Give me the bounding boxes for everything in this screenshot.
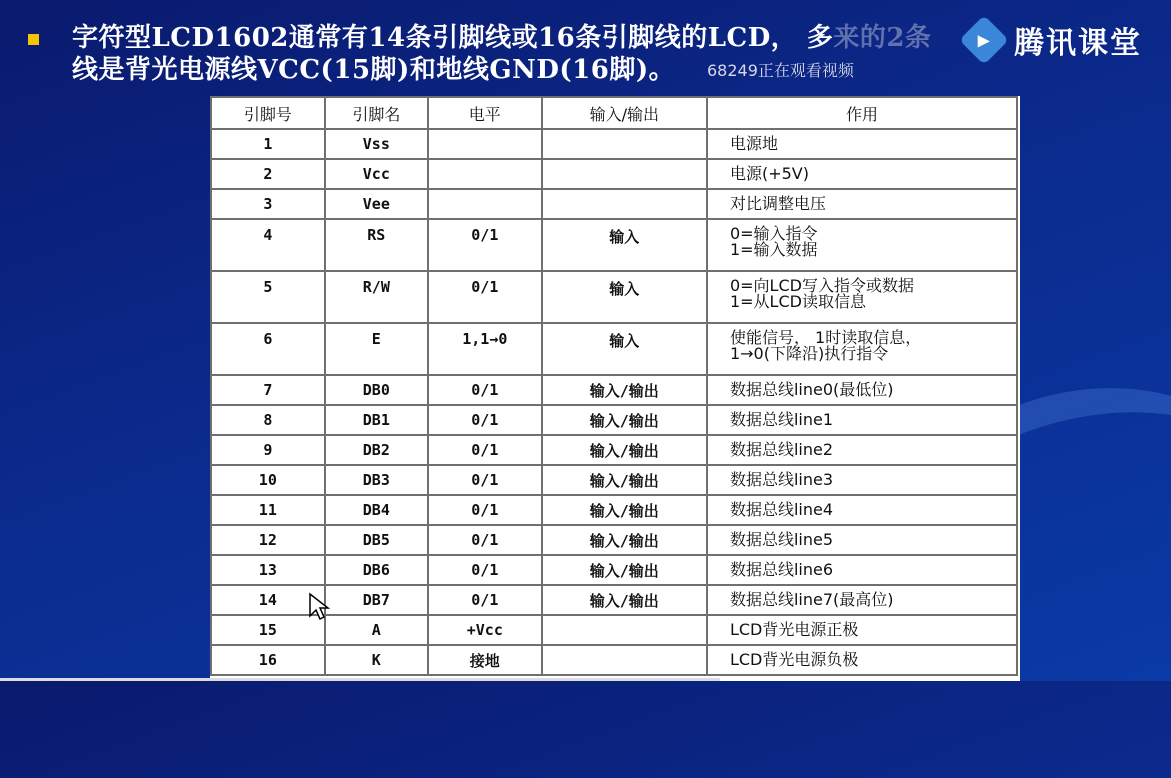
cell-io: 输入/输出 (542, 375, 707, 405)
cell-level: 0/1 (428, 585, 542, 615)
table-row (211, 129, 1017, 159)
cell-io: 输入/输出 (542, 465, 707, 495)
cell-function (707, 495, 1017, 525)
cell-io (542, 189, 707, 219)
cell-level: 接地 (428, 645, 542, 675)
table-row (211, 555, 1017, 585)
cell-level: 0/1 (428, 405, 542, 435)
cell-io (542, 129, 707, 159)
cell-level: 1,1→0 (428, 323, 542, 375)
table-row (211, 645, 1017, 675)
bullet-icon (28, 34, 39, 45)
table-row (211, 405, 1017, 435)
cell-io: 输入/输出 (542, 525, 707, 555)
cell-function (707, 585, 1017, 615)
cell-io (542, 615, 707, 645)
cell-function (707, 525, 1017, 555)
cell-function (707, 465, 1017, 495)
cell-level: 0/1 (428, 271, 542, 323)
function-line: 对比调整电压 (729, 194, 826, 213)
cell-function (707, 555, 1017, 585)
cell-io: 输入/输出 (542, 555, 707, 585)
cell-function (707, 645, 1017, 675)
cell-pin-no: 14 (211, 585, 325, 615)
cell-function (707, 615, 1017, 645)
cell-level: +Vcc (428, 615, 542, 645)
cell-pin-name: DB2 (325, 435, 428, 465)
cell-level: 0/1 (428, 525, 542, 555)
table-row (211, 525, 1017, 555)
function-line: 数据总线line6 (729, 560, 834, 579)
cell-pin-no: 12 (211, 525, 325, 555)
cell-level: 0/1 (428, 435, 542, 465)
cell-pin-no: 16 (211, 645, 325, 675)
header-level: 电平 (428, 97, 542, 129)
cell-level (428, 159, 542, 189)
viewer-count: 68249正在观看视频 (707, 61, 854, 80)
cell-pin-no: 11 (211, 495, 325, 525)
cell-function (707, 129, 1017, 159)
function-line: 数据总线line2 (729, 440, 834, 459)
cell-pin-name: R/W (325, 271, 428, 323)
table-row (211, 495, 1017, 525)
function-line: 电源地 (729, 134, 778, 153)
header-io: 输入/输出 (542, 97, 707, 129)
header-pin-name: 引脚名 (325, 97, 428, 129)
cell-level: 0/1 (428, 219, 542, 271)
function-line: LCD背光电源正极 (729, 620, 859, 639)
header-function: 作用 (707, 97, 1017, 129)
cell-pin-no: 6 (211, 323, 325, 375)
function-line: 1→0(下降沿)执行指令 (729, 344, 889, 363)
cell-io: 输入/输出 (542, 585, 707, 615)
cell-pin-name: DB7 (325, 585, 428, 615)
function-line: 电源(+5V) (729, 164, 809, 183)
cell-pin-name: DB4 (325, 495, 428, 525)
function-line: 1=从LCD读取信息 (729, 292, 866, 311)
cell-function (707, 189, 1017, 219)
cell-pin-name: DB6 (325, 555, 428, 585)
function-line: 数据总线line5 (729, 530, 834, 549)
cell-io: 输入 (542, 271, 707, 323)
cell-function (707, 405, 1017, 435)
tencent-classroom-watermark (962, 18, 1142, 62)
cell-pin-no: 4 (211, 219, 325, 271)
play-icon: ▶ (959, 15, 1009, 65)
cell-function (707, 271, 1017, 323)
function-line: 0=向LCD写入指令或数据 (729, 276, 914, 295)
cell-level: 0/1 (428, 495, 542, 525)
cell-level: 0/1 (428, 555, 542, 585)
table-row (211, 219, 1017, 271)
cell-pin-name: K (325, 645, 428, 675)
function-line: 0=输入指令 (729, 224, 818, 243)
cell-pin-no: 5 (211, 271, 325, 323)
cell-pin-no: 15 (211, 615, 325, 645)
cell-pin-no: 8 (211, 405, 325, 435)
cell-level (428, 189, 542, 219)
cell-pin-name: DB3 (325, 465, 428, 495)
brand-name: 腾讯课堂 (1014, 26, 1142, 61)
cell-function (707, 375, 1017, 405)
cell-pin-name: RS (325, 219, 428, 271)
table-row (211, 323, 1017, 375)
headline-line-2: 线是背光电源线VCC(15脚)和地线GND(16脚)。 (72, 55, 676, 85)
lcd1602-pin-table (210, 96, 1018, 676)
cell-level (428, 129, 542, 159)
cell-function (707, 435, 1017, 465)
cell-pin-name: Vee (325, 189, 428, 219)
function-line: LCD背光电源负极 (729, 650, 859, 669)
cell-io: 输入/输出 (542, 495, 707, 525)
cell-pin-no: 2 (211, 159, 325, 189)
cell-io: 输入/输出 (542, 435, 707, 465)
table-row (211, 271, 1017, 323)
function-line: 数据总线line3 (729, 470, 834, 489)
cell-io (542, 159, 707, 189)
mouse-pointer-icon (308, 592, 334, 622)
cell-io: 输入 (542, 219, 707, 271)
table-row (211, 465, 1017, 495)
cell-pin-name: E (325, 323, 428, 375)
cell-level: 0/1 (428, 465, 542, 495)
cell-pin-name: Vss (325, 129, 428, 159)
cell-pin-name: DB0 (325, 375, 428, 405)
table-row (211, 159, 1017, 189)
function-line: 使能信号， 1时读取信息， (729, 328, 922, 347)
cell-pin-no: 3 (211, 189, 325, 219)
cell-function (707, 323, 1017, 375)
cell-io: 输入/输出 (542, 405, 707, 435)
table-header-row (211, 97, 1017, 129)
cell-pin-name: Vcc (325, 159, 428, 189)
cell-io: 输入 (542, 323, 707, 375)
table-row (211, 189, 1017, 219)
cell-level: 0/1 (428, 375, 542, 405)
cell-pin-name: A (325, 615, 428, 645)
cell-pin-name: DB5 (325, 525, 428, 555)
function-line: 数据总线line4 (729, 500, 834, 519)
cell-function (707, 219, 1017, 271)
header-pin-no: 引脚号 (211, 97, 325, 129)
cell-pin-no: 10 (211, 465, 325, 495)
function-line: 数据总线line1 (729, 410, 834, 429)
function-line: 数据总线line0(最低位) (729, 380, 894, 399)
cell-io (542, 645, 707, 675)
headline-line-1: 字符型LCD1602通常有14条引脚线或16条引脚线的LCD， 多来的2条 (72, 23, 932, 53)
function-line: 数据总线line7(最高位) (729, 590, 894, 609)
cell-pin-name: DB1 (325, 405, 428, 435)
cell-function (707, 159, 1017, 189)
cell-pin-no: 1 (211, 129, 325, 159)
function-line: 1=输入数据 (729, 240, 818, 259)
table-row (211, 375, 1017, 405)
cell-pin-no: 9 (211, 435, 325, 465)
table-row (211, 435, 1017, 465)
cell-pin-no: 7 (211, 375, 325, 405)
cell-pin-no: 13 (211, 555, 325, 585)
